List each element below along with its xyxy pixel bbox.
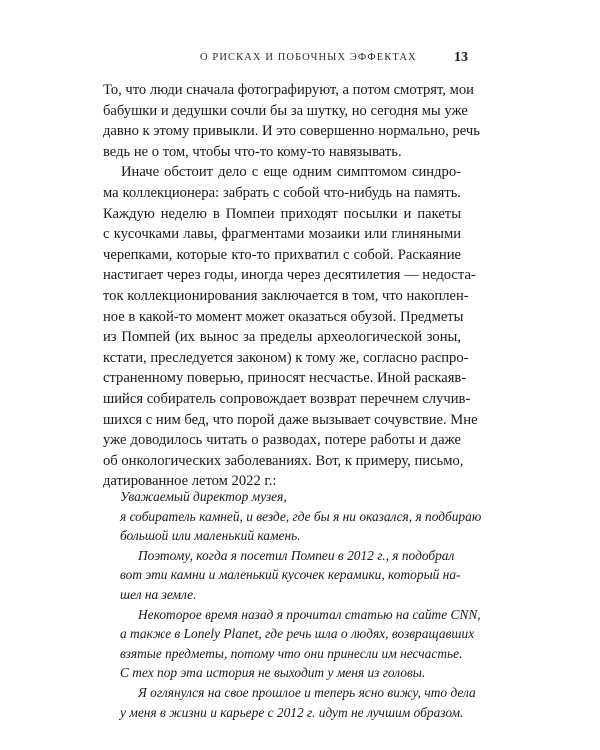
letter-line: большой или маленький камень. xyxy=(120,528,301,544)
body-text xyxy=(103,80,480,492)
body-line: То, что люди сначала фотографируют, а потом смотрят, мои xyxy=(103,82,474,98)
body-line: ма коллекционера: забрать с собой что-нибудь на память. xyxy=(103,184,461,201)
letter-line: я собиратель камней, и везде, где бы я ни оказался, я подбираю xyxy=(120,508,482,524)
letter-line: Уважаемый директор музея, xyxy=(120,489,287,504)
letter-line: Некоторое время назад я прочитал статью на сайте CNN, xyxy=(138,606,481,622)
body-line: шийся собиратель сопровождает возврат перечнем случив- xyxy=(103,390,471,407)
body-line: Иначе обстоит дело с еще одним симптомом синдро- xyxy=(121,164,461,181)
page-number: 13 xyxy=(454,50,468,65)
letter-line: а также в Lonely Planet, где речь шла о людях, возвращавших xyxy=(120,626,475,642)
letter-line: Я оглянулся на свое прошлое и теперь ясно вижу, что дела xyxy=(138,684,476,700)
body-line: шихся с ним бед, что порой даже вызывает сочувствие. Мне xyxy=(103,411,478,428)
letter-line: взятые предметы, потому что они принесли им несчастье. xyxy=(120,645,463,661)
letter-line: у меня в жизни и карьере с 2012 г. идут не лучшим образом. xyxy=(120,704,464,720)
body-line: об онкологических заболеваниях. Вот, к примеру, письмо, xyxy=(103,452,464,469)
body-line: с кусочками лавы, фрагментами мозаики или глиняными xyxy=(103,226,461,243)
quoted-letter xyxy=(120,487,482,722)
body-line: ное в какой-то момент может оказаться обузой. Предметы xyxy=(103,308,464,325)
body-line: из Помпей (их вынос за пределы археологической зоны, xyxy=(103,329,461,346)
body-line: датированное летом 2022 г.: xyxy=(103,473,277,490)
body-line: страненному поверью, приносят несчастье. Иной раскаяв- xyxy=(103,370,467,387)
body-line: уже доводилось читать о разводах, потере работы и даже xyxy=(103,432,461,449)
body-line: Каждую неделю в Помпеи приходят посылки и пакеты xyxy=(103,205,461,222)
body-line: кстати, преследуется законом) к тому же, согласно распро- xyxy=(103,349,469,366)
body-line: ведь не о том, чтобы что-то кому-то навязывать. xyxy=(103,143,402,160)
letter-line: Поэтому, когда я посетил Помпеи в 2012 г., я подобрал xyxy=(138,547,455,563)
letter-line: шел на земле. xyxy=(120,586,197,602)
body-line: давно к этому привыкли. И это совершенно нормально, речь xyxy=(103,123,480,140)
body-line: бабушки и дедушки сочли бы за шутку, но сегодня мы уже xyxy=(103,102,468,119)
letter-line: вот эти камни и маленький кусочек керамики, который на- xyxy=(120,567,461,583)
body-line: настигает через годы, иногда через десятилетия — недоста- xyxy=(103,267,476,284)
running-head-title: О РИСКАХ И ПОБОЧНЫХ ЭФФЕКТАХ xyxy=(200,52,417,63)
letter-line: С тех пор эта история не выходит у меня из головы. xyxy=(120,665,426,681)
body-line: черепками, которые кто-то прихватил с собой. Раскаяние xyxy=(103,246,461,263)
body-line: ток коллекционирования заключается в том, что накоплен- xyxy=(103,287,469,304)
running-head xyxy=(0,52,600,68)
